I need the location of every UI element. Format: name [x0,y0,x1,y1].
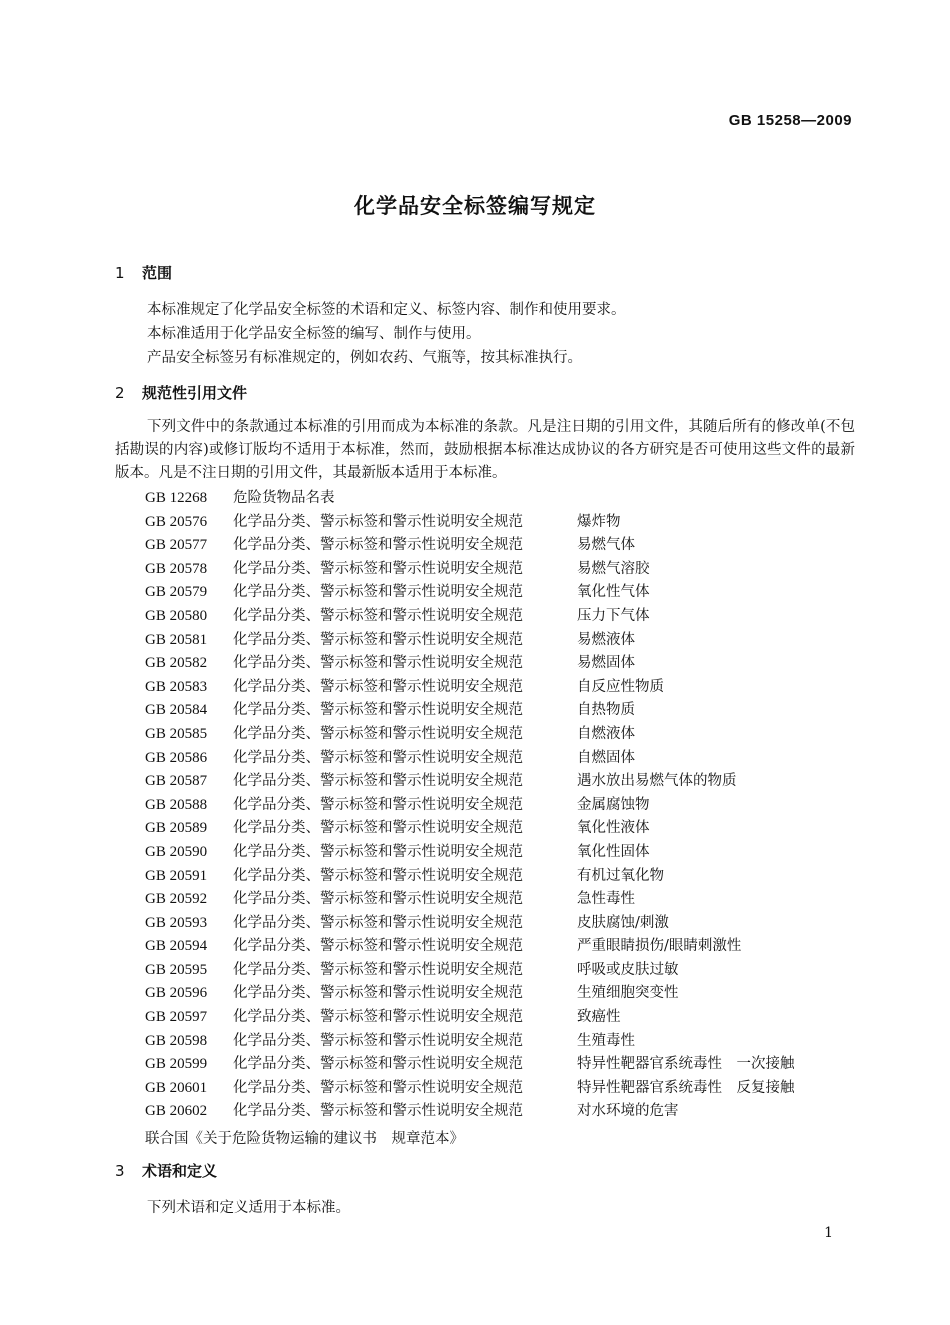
reference-item [145,1030,845,1054]
reference-item [145,699,845,723]
reference-title: 化学品分类、警示标签和警示性说明安全规范 [233,607,523,624]
reference-item [145,676,845,700]
reference-item [145,794,845,818]
section-number: 2 [115,384,125,402]
reference-title: 化学品分类、警示标签和警示性说明安全规范 [233,537,523,554]
page-number: 1 [824,1225,833,1241]
reference-item [145,605,845,629]
reference-item [145,959,845,983]
reference-title: 化学品分类、警示标签和警示性说明安全规范 [233,631,523,648]
reference-part: 易燃气体 [577,537,635,554]
reference-part: 特异性靶器官系统毒性 一次接触 [577,1056,795,1073]
scope-line-3: 产品安全标签另有标准规定的，例如农药、气瓶等，按其标准执行。 [147,350,582,366]
reference-title: 化学品分类、警示标签和警示性说明安全规范 [233,584,523,601]
reference-part: 氧化性固体 [577,843,650,860]
reference-item [145,770,845,794]
section-number: 1 [115,264,125,282]
reference-item [145,747,845,771]
reference-item [145,723,845,747]
reference-item [145,1077,845,1101]
reference-title: 化学品分类、警示标签和警示性说明安全规范 [233,796,523,813]
section-number: 3 [115,1162,125,1180]
reference-part: 遇水放出易燃气体的物质 [577,773,737,790]
reference-item [145,912,845,936]
reference-part: 致癌性 [577,1009,621,1026]
references-intro-paragraph: 下列文件中的条款通过本标准的引用而成为本标准的条款。凡是注日期的引用文件，其随后所有的修改单(不包括勘误的内容)或修订版均不适用于本标准，然而，鼓励根据本标准达成协议的各方研究是否可使用这些文件的最新版本。凡是不注日期的引用文件，其最新版本适用于本标准。 [115,419,855,481]
reference-title: 化学品分类、警示标签和警示性说明安全规范 [233,867,523,884]
reference-code: GB 20578 [145,560,208,577]
reference-title: 化学品分类、警示标签和警示性说明安全规范 [233,725,523,742]
reference-item [145,511,845,535]
reference-part: 易燃固体 [577,655,635,672]
reference-item [145,817,845,841]
reference-title: 化学品分类、警示标签和警示性说明安全规范 [233,820,523,837]
reference-title: 化学品分类、警示标签和警示性说明安全规范 [233,1079,523,1096]
scope-line-2: 本标准适用于化学品安全标签的编写、制作与使用。 [147,326,481,342]
reference-part: 自燃液体 [577,725,635,742]
reference-part: 自反应性物质 [577,678,664,695]
reference-code: GB 20586 [145,749,208,766]
reference-title: 化学品分类、警示标签和警示性说明安全规范 [233,843,523,860]
reference-code: GB 20590 [145,843,208,860]
section-heading-normative-references [115,382,247,403]
reference-code: GB 20579 [145,584,208,601]
reference-item [145,1100,845,1124]
reference-item [145,629,845,653]
section-heading-terms [115,1160,217,1181]
section-title: 范围 [142,264,173,282]
reference-title: 化学品分类、警示标签和警示性说明安全规范 [233,749,523,766]
reference-part: 对水环境的危害 [577,1103,679,1120]
reference-item [145,581,845,605]
un-reference: 联合国《关于危险货物运输的建议书 规章范本》 [145,1131,464,1147]
reference-title: 化学品分类、警示标签和警示性说明安全规范 [233,1103,523,1120]
reference-code: GB 20587 [145,773,208,790]
reference-item [145,1053,845,1077]
reference-code: GB 20602 [145,1103,208,1120]
reference-title: 化学品分类、警示标签和警示性说明安全规范 [233,1032,523,1049]
reference-title: 化学品分类、警示标签和警示性说明安全规范 [233,773,523,790]
reference-title: 化学品分类、警示标签和警示性说明安全规范 [233,891,523,908]
document-title: 化学品安全标签编写规定 [354,194,596,218]
reference-part: 自热物质 [577,702,635,719]
reference-code: GB 20592 [145,891,208,908]
reference-title: 危险货物品名表 [233,490,335,506]
reference-title: 化学品分类、警示标签和警示性说明安全规范 [233,914,523,931]
section-title: 术语和定义 [142,1162,218,1180]
reference-part: 皮肤腐蚀/刺激 [577,914,669,931]
reference-part: 氧化性液体 [577,820,650,837]
reference-code: GB 20580 [145,607,208,624]
reference-code: GB 20601 [145,1079,208,1096]
reference-part: 有机过氧化物 [577,867,664,884]
reference-code: GB 20593 [145,914,208,931]
terms-intro-line: 下列术语和定义适用于本标准。 [147,1200,350,1216]
reference-code: GB 20585 [145,725,208,742]
reference-part: 氧化性气体 [577,584,650,601]
reference-part: 金属腐蚀物 [577,796,650,813]
reference-title: 化学品分类、警示标签和警示性说明安全规范 [233,655,523,672]
reference-title: 化学品分类、警示标签和警示性说明安全规范 [233,678,523,695]
reference-part: 压力下气体 [577,607,650,624]
reference-part: 爆炸物 [577,513,621,530]
reference-part: 呼吸或皮肤过敏 [577,961,679,978]
reference-code: GB 20583 [145,678,208,695]
reference-item [145,982,845,1006]
reference-code: GB 20596 [145,985,208,1002]
reference-item [145,888,845,912]
reference-code: GB 20576 [145,513,208,530]
reference-item [145,558,845,582]
reference-part: 严重眼睛损伤/眼睛刺激性 [577,938,742,955]
reference-code: GB 20598 [145,1032,208,1049]
reference-code: GB 20597 [145,1009,208,1026]
reference-title: 化学品分类、警示标签和警示性说明安全规范 [233,985,523,1002]
reference-part: 生殖细胞突变性 [577,985,679,1002]
standard-code: GB 15258—2009 [728,112,852,129]
reference-part: 生殖毒性 [577,1032,635,1049]
reference-part: 特异性靶器官系统毒性 反复接触 [577,1079,795,1096]
reference-code: GB 20594 [145,938,208,955]
reference-title: 化学品分类、警示标签和警示性说明安全规范 [233,702,523,719]
reference-code: GB 20588 [145,796,208,813]
reference-item [145,534,845,558]
reference-title: 化学品分类、警示标签和警示性说明安全规范 [233,1009,523,1026]
reference-part: 急性毒性 [577,891,635,908]
reference-list [145,487,845,1124]
reference-item [145,1006,845,1030]
reference-item [145,935,845,959]
reference-code: GB 20584 [145,702,208,719]
reference-title: 化学品分类、警示标签和警示性说明安全规范 [233,938,523,955]
reference-part: 易燃液体 [577,631,635,648]
reference-code: GB 20577 [145,537,208,554]
reference-title: 化学品分类、警示标签和警示性说明安全规范 [233,961,523,978]
reference-code: GB 20595 [145,961,208,978]
reference-code: GB 20581 [145,631,208,648]
reference-part: 自燃固体 [577,749,635,766]
reference-code: GB 20591 [145,867,208,884]
reference-code: GB 20599 [145,1056,208,1073]
reference-item [145,652,845,676]
reference-item [145,487,845,511]
reference-item [145,841,845,865]
reference-code: GB 12268 [145,490,208,506]
section-heading-scope [115,262,172,283]
reference-code: GB 20589 [145,820,208,837]
reference-title: 化学品分类、警示标签和警示性说明安全规范 [233,560,523,577]
reference-title: 化学品分类、警示标签和警示性说明安全规范 [233,1056,523,1073]
section-title: 规范性引用文件 [142,384,248,402]
scope-line-1: 本标准规定了化学品安全标签的术语和定义、标签内容、制作和使用要求。 [147,302,626,318]
reference-code: GB 20582 [145,655,208,672]
reference-title: 化学品分类、警示标签和警示性说明安全规范 [233,513,523,530]
reference-part: 易燃气溶胶 [577,560,650,577]
reference-item [145,865,845,889]
